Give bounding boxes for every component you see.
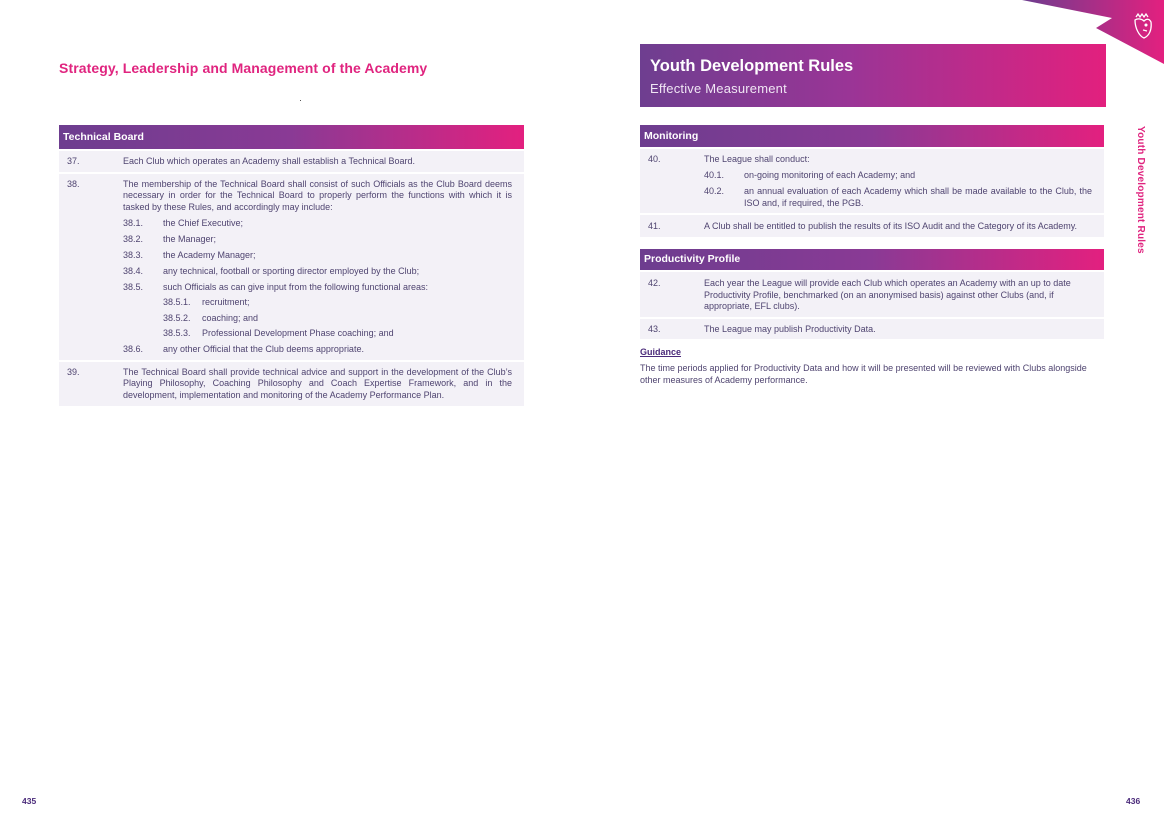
sub-sub-rule <box>123 328 512 340</box>
sub-sub-rule-number: 38.5.2. <box>163 312 191 323</box>
sub-rule-text: the Chief Executive; <box>163 217 244 228</box>
sub-rule-text: any technical, football or sporting director employed by the Club; <box>163 265 420 276</box>
sub-rule-text: such Officials as can give input from the following functional areas: <box>163 281 428 292</box>
sub-rule-text: the Academy Manager; <box>163 249 256 260</box>
sub-rule-number: 38.4. <box>123 265 144 276</box>
sub-rule-number: 40.2. <box>704 186 725 196</box>
sub-rule <box>123 234 512 246</box>
guidance-text: The time periods applied for Productivity Data and how it will be presented will be reviewed with Clubs alongside other measures of Academy performance. <box>640 363 1087 385</box>
rule-number: 41. <box>648 221 661 231</box>
rule-text: A Club shall be entitled to publish the results of its ISO Audit and the Category of its Academy. <box>704 221 1078 231</box>
sub-sub-rule-number: 38.5.1. <box>163 297 191 307</box>
sub-rule <box>704 170 1092 182</box>
sub-rule-text: any other Official that the Club deems appropriate. <box>163 344 364 354</box>
rule-row <box>59 172 524 360</box>
sub-sub-rule <box>123 297 512 309</box>
sub-rule-number: 38.2. <box>123 233 144 244</box>
rule-number: 37. <box>67 156 80 166</box>
sub-sub-rule-text: Professional Development Phase coaching; and <box>202 328 394 338</box>
rule-text: The League may publish Productivity Data. <box>704 323 876 334</box>
side-label <box>1134 126 1148 286</box>
rule-text: The Technical Board shall provide technical advice and support in the development of the Club’s Playing Philosophy, Coaching Philosophy and Coach Expertise Framework, and in the development, implementation and monitoring of the Academy Performance Plan. <box>123 366 512 400</box>
sub-rule-number: 40.1. <box>704 170 725 180</box>
side-label-text: Youth Development Rules <box>1135 126 1146 254</box>
page-number: 435 <box>22 796 37 806</box>
page-title: Youth Development Rules <box>650 57 854 75</box>
guidance-heading: Guidance <box>640 347 682 357</box>
rule-number: 38. <box>67 178 80 189</box>
sub-sub-rule-text: coaching; and <box>202 312 259 323</box>
rule-row <box>59 149 524 172</box>
rule-text: The membership of the Technical Board shall consist of such Officials as the Club Board deems necessary in order for the Technical Board to properly perform the functions with which it is tasked by these Rules, and accordingly may include: <box>123 178 512 212</box>
rule-row <box>640 147 1104 213</box>
rule-text: Each Club which operates an Academy shall establish a Technical Board. <box>123 156 416 166</box>
rule-row <box>640 317 1104 340</box>
sub-rule-number: 38.6. <box>123 344 144 354</box>
sub-rule <box>123 344 512 356</box>
productivity-table <box>640 249 1104 339</box>
monitoring-table <box>640 125 1104 237</box>
table-header: Technical Board <box>59 125 524 149</box>
sub-rule-number: 38.1. <box>123 217 144 228</box>
technical-board-table <box>59 125 524 406</box>
rule-number: 39. <box>67 366 80 377</box>
section-heading: Strategy, Leadership and Management of the Academy <box>59 60 428 76</box>
sub-rule <box>704 186 1092 209</box>
page-subtitle: Effective Measurement <box>650 81 787 96</box>
sub-sub-rule-text: recruitment; <box>202 297 250 307</box>
sub-sub-rule <box>123 313 512 325</box>
sub-rule-text: on-going monitoring of each Academy; and <box>744 170 916 180</box>
rule-row <box>59 360 524 407</box>
rule-text: The League shall conduct: <box>704 154 810 164</box>
rule-number: 40. <box>648 154 661 164</box>
rule-number: 43. <box>648 323 661 334</box>
rule-row <box>640 270 1104 317</box>
stray-dot <box>300 100 301 101</box>
page-number: 436 <box>1126 796 1141 806</box>
sub-rule <box>123 282 512 294</box>
sub-rule <box>123 218 512 230</box>
table-header: Productivity Profile <box>640 249 1104 270</box>
sub-rule <box>123 250 512 262</box>
rule-text: Each year the League will provide each Club which operates an Academy with an up to date Productivity Profile, benchmarked (on an anonymised basis) against other Clubs (and, if appropriate, EFL clubs). <box>704 278 1071 311</box>
table-header: Monitoring <box>640 125 1104 147</box>
rule-number: 42. <box>648 278 661 288</box>
sub-rule-number: 38.5. <box>123 281 144 292</box>
sub-rule-text: the Manager; <box>163 233 217 244</box>
sub-rule-text: an annual evaluation of each Academy which shall be made available to the Club, the ISO and, if required, the PGB. <box>744 186 1092 208</box>
corner-decoration <box>1014 0 1164 70</box>
rule-row <box>640 213 1104 237</box>
sub-rule-number: 38.3. <box>123 249 144 260</box>
right-page <box>582 0 1164 825</box>
sub-sub-rule-number: 38.5.3. <box>163 328 191 338</box>
sub-rule <box>123 266 512 278</box>
